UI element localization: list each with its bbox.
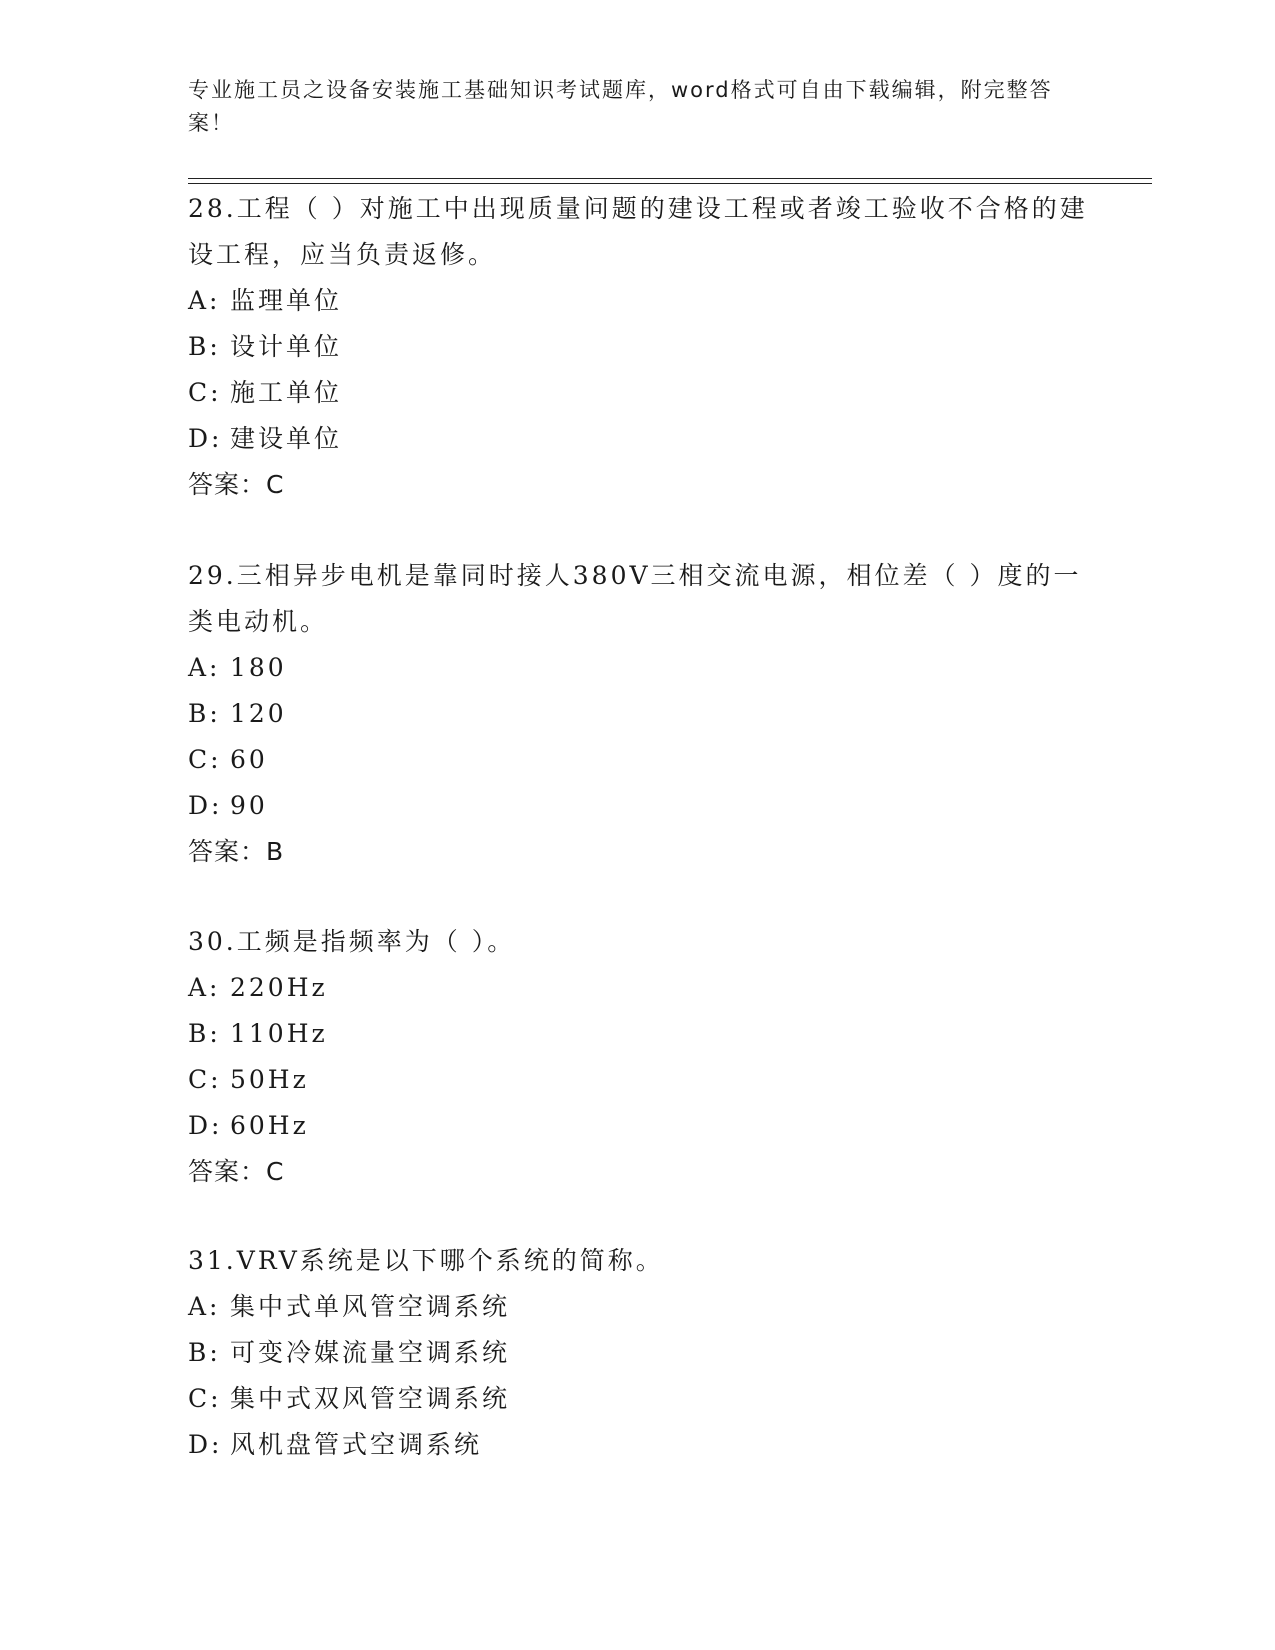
option-letter: D: [188, 424, 223, 453]
option-text: 120 [230, 699, 287, 728]
option-text: 60 [230, 745, 268, 774]
option-text: 风机盘管式空调系统 [230, 1430, 483, 1459]
option-c [188, 737, 1088, 783]
option-c [188, 1057, 1088, 1103]
question-stem: 31.VRV系统是以下哪个系统的简称。 [188, 1246, 664, 1275]
header-divider-top [188, 178, 1152, 179]
option-b [188, 324, 1088, 370]
option-text: 可变冷媒流量空调系统 [230, 1338, 511, 1367]
option-b [188, 1011, 1088, 1057]
option-letter: B: [188, 1338, 221, 1367]
option-d [188, 1103, 1088, 1149]
option-text: 180 [230, 653, 287, 682]
option-d [188, 783, 1088, 829]
answer-label: 答案：C [188, 470, 285, 499]
option-letter: A: [188, 286, 221, 315]
question-30 [188, 919, 1088, 1195]
option-letter: B: [188, 1019, 221, 1048]
option-letter: A: [188, 653, 221, 682]
option-letter: D: [188, 791, 223, 820]
option-text: 集中式单风管空调系统 [230, 1292, 511, 1321]
question-28 [188, 186, 1088, 508]
option-text: 50Hz [230, 1065, 309, 1094]
option-a [188, 645, 1088, 691]
question-stem: 29.三相异步电机是靠同时接人380V三相交流电源，相位差（ ）度的一类电动机。 [188, 561, 1082, 636]
question-31 [188, 1238, 1088, 1468]
option-text: 90 [230, 791, 268, 820]
option-letter: B: [188, 699, 221, 728]
option-d [188, 416, 1088, 462]
question-stem: 28.工程（ ）对施工中出现质量问题的建设工程或者竣工验收不合格的建设工程，应当负责返修。 [188, 194, 1088, 269]
option-letter: D: [188, 1430, 223, 1459]
option-c [188, 370, 1088, 416]
option-b [188, 1330, 1088, 1376]
answer-label: 答案：C [188, 1157, 285, 1186]
option-b [188, 691, 1088, 737]
option-letter: C: [188, 1065, 222, 1094]
option-a [188, 1284, 1088, 1330]
option-letter: C: [188, 1384, 222, 1413]
header-divider-bottom [188, 183, 1152, 184]
option-letter: C: [188, 378, 222, 407]
option-text: 60Hz [230, 1111, 309, 1140]
option-text: 监理单位 [230, 286, 343, 315]
option-letter: A: [188, 973, 221, 1002]
option-c [188, 1376, 1088, 1422]
option-letter: A: [188, 1292, 221, 1321]
option-d [188, 1422, 1088, 1468]
option-text: 设计单位 [230, 332, 343, 361]
option-text: 施工单位 [230, 378, 343, 407]
option-letter: B: [188, 332, 221, 361]
option-a [188, 278, 1088, 324]
question-stem: 30.工频是指频率为（ ）。 [188, 927, 516, 956]
question-29 [188, 553, 1088, 875]
answer-label: 答案：B [188, 837, 285, 866]
option-letter: D: [188, 1111, 223, 1140]
document-header: 专业施工员之设备安装施工基础知识考试题库，word格式可自由下载编辑，附完整答案！ [188, 78, 1053, 135]
option-text: 220Hz [230, 973, 328, 1002]
option-text: 建设单位 [230, 424, 343, 453]
option-a [188, 965, 1088, 1011]
option-text: 110Hz [230, 1019, 328, 1048]
option-letter: C: [188, 745, 222, 774]
option-text: 集中式双风管空调系统 [230, 1384, 511, 1413]
